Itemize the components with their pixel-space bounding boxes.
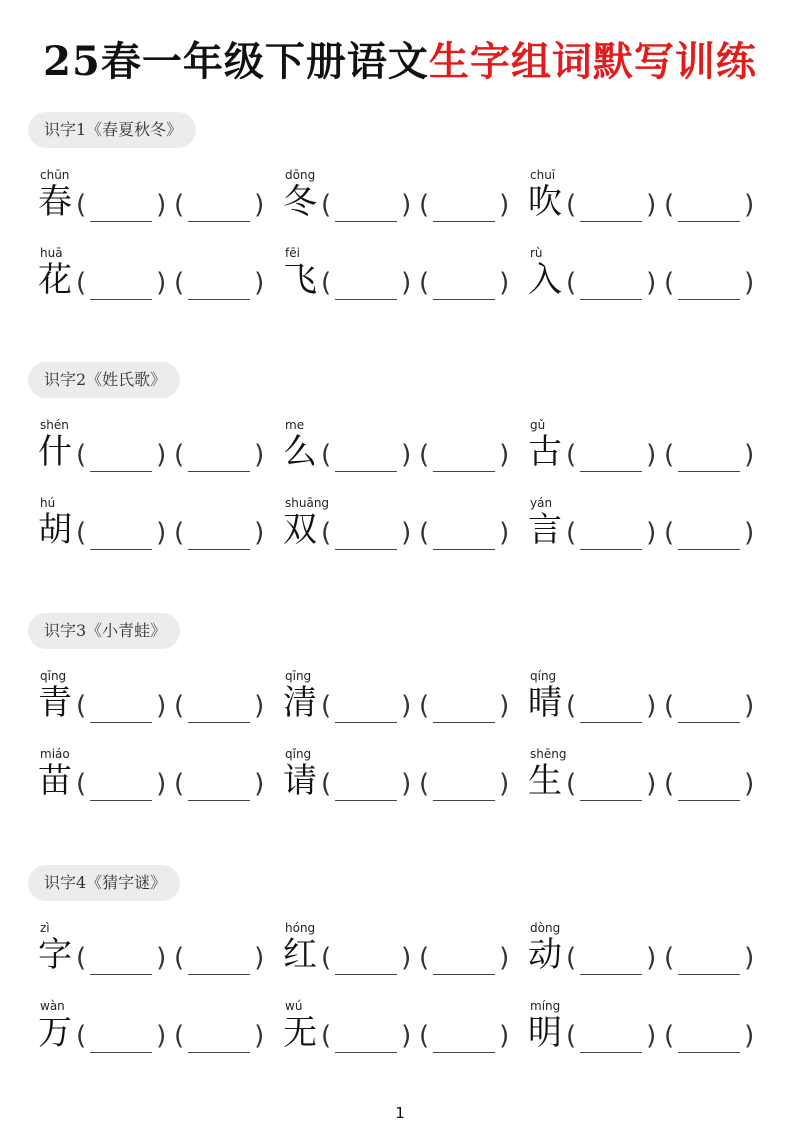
character-row — [0, 168, 800, 228]
character: 飞 — [283, 260, 317, 300]
pinyin: zì — [40, 921, 50, 935]
character-item — [520, 496, 765, 556]
character-item — [520, 921, 765, 981]
word-blank[interactable]: ( ) — [76, 691, 167, 721]
character: 冬 — [283, 182, 317, 222]
word-blank[interactable]: ( ) — [664, 518, 755, 548]
pinyin: gǔ — [530, 418, 546, 432]
word-blank[interactable]: ( ) — [566, 440, 657, 470]
word-blank[interactable]: ( ) — [174, 691, 265, 721]
pinyin: miáo — [40, 747, 70, 761]
character-item — [30, 999, 275, 1059]
pinyin: qīng — [40, 669, 67, 683]
pinyin: rù — [530, 246, 543, 260]
word-blank[interactable]: ( ) — [321, 691, 412, 721]
word-blank[interactable]: ( ) — [76, 190, 167, 220]
character: 晴 — [528, 683, 562, 723]
pinyin: hú — [40, 496, 56, 510]
character-row — [0, 669, 800, 729]
character: 言 — [528, 510, 562, 550]
word-blank[interactable]: ( ) — [76, 268, 167, 298]
character-row — [0, 999, 800, 1059]
character-item — [520, 246, 765, 306]
character-item — [275, 669, 520, 729]
word-blank[interactable]: ( ) — [321, 440, 412, 470]
character-item — [275, 921, 520, 981]
title-black: 25春一年级下册语文 — [43, 38, 429, 85]
page-number: 1 — [395, 1104, 405, 1122]
pinyin: shuāng — [285, 496, 330, 510]
word-blank[interactable]: ( ) — [321, 190, 412, 220]
character: 万 — [38, 1013, 72, 1053]
word-blank[interactable]: ( ) — [419, 1021, 510, 1051]
character-item — [275, 747, 520, 807]
word-blank[interactable]: ( ) — [566, 943, 657, 973]
word-blank[interactable]: ( ) — [566, 1021, 657, 1051]
character-item — [520, 747, 765, 807]
word-blank[interactable]: ( ) — [174, 943, 265, 973]
word-blank[interactable]: ( ) — [174, 1021, 265, 1051]
character-item — [520, 999, 765, 1059]
character-item — [520, 418, 765, 478]
character: 花 — [38, 260, 72, 300]
word-blank[interactable]: ( ) — [566, 691, 657, 721]
word-blank[interactable]: ( ) — [321, 268, 412, 298]
character-row — [0, 747, 800, 807]
character-item — [275, 168, 520, 228]
character: 动 — [528, 935, 562, 975]
character: 明 — [528, 1013, 562, 1053]
word-blank[interactable]: ( ) — [321, 1021, 412, 1051]
pinyin: shén — [40, 418, 69, 432]
lesson-label: 识字2《姓氏歌》 — [28, 362, 180, 398]
pinyin: dōng — [285, 168, 316, 182]
word-blank[interactable]: ( ) — [566, 190, 657, 220]
character: 无 — [283, 1013, 317, 1053]
character: 清 — [283, 683, 317, 723]
pinyin: hóng — [285, 921, 316, 935]
word-blank[interactable]: ( ) — [664, 440, 755, 470]
word-blank[interactable]: ( ) — [664, 268, 755, 298]
character-item — [30, 921, 275, 981]
word-blank[interactable]: ( ) — [419, 691, 510, 721]
character: 吹 — [528, 182, 562, 222]
word-blank[interactable]: ( ) — [174, 440, 265, 470]
word-blank[interactable]: ( ) — [566, 268, 657, 298]
word-blank[interactable]: ( ) — [76, 440, 167, 470]
word-blank[interactable]: ( ) — [664, 691, 755, 721]
character-row — [0, 246, 800, 306]
character-item — [30, 418, 275, 478]
word-blank[interactable]: ( ) — [174, 769, 265, 799]
character: 生 — [528, 761, 562, 801]
word-blank[interactable]: ( ) — [76, 1021, 167, 1051]
word-blank[interactable]: ( ) — [419, 769, 510, 799]
word-blank[interactable]: ( ) — [664, 190, 755, 220]
word-blank[interactable]: ( ) — [664, 1021, 755, 1051]
pinyin: huā — [40, 246, 63, 260]
character: 入 — [528, 260, 562, 300]
character-item — [275, 418, 520, 478]
character: 青 — [38, 683, 72, 723]
character-item — [30, 747, 275, 807]
character-item — [520, 168, 765, 228]
character: 胡 — [38, 510, 72, 550]
pinyin: míng — [530, 999, 561, 1013]
character-item — [30, 246, 275, 306]
word-blank[interactable]: ( ) — [321, 943, 412, 973]
word-blank[interactable]: ( ) — [419, 190, 510, 220]
character-item — [30, 496, 275, 556]
character-item — [275, 246, 520, 306]
character: 请 — [283, 761, 317, 801]
word-blank[interactable]: ( ) — [174, 268, 265, 298]
character-row — [0, 496, 800, 556]
character-item — [30, 168, 275, 228]
word-blank[interactable]: ( ) — [419, 440, 510, 470]
word-blank[interactable]: ( ) — [76, 518, 167, 548]
word-blank[interactable]: ( ) — [566, 518, 657, 548]
character-row — [0, 921, 800, 981]
character-item — [275, 496, 520, 556]
pinyin: dòng — [530, 921, 561, 935]
character: 苗 — [38, 761, 72, 801]
character: 红 — [283, 935, 317, 975]
character: 什 — [38, 432, 72, 472]
character-item — [275, 999, 520, 1059]
pinyin: yán — [530, 496, 553, 510]
pinyin: qīng — [285, 669, 312, 683]
page-title — [0, 30, 800, 87]
word-blank[interactable]: ( ) — [174, 518, 265, 548]
lesson-label: 识字3《小青蛙》 — [28, 613, 180, 649]
character: 字 — [38, 935, 72, 975]
word-blank[interactable]: ( ) — [664, 769, 755, 799]
word-blank[interactable]: ( ) — [174, 190, 265, 220]
word-blank[interactable]: ( ) — [321, 769, 412, 799]
character-row — [0, 418, 800, 478]
pinyin: chuī — [530, 168, 556, 182]
pinyin: qǐng — [285, 747, 312, 761]
word-blank[interactable]: ( ) — [419, 943, 510, 973]
pinyin: shēng — [530, 747, 567, 761]
pinyin: wú — [285, 999, 303, 1013]
pinyin: fēi — [285, 246, 300, 260]
character: 么 — [283, 432, 317, 472]
lesson-label: 识字4《猜字谜》 — [28, 865, 180, 901]
word-blank[interactable]: ( ) — [664, 943, 755, 973]
word-blank[interactable]: ( ) — [419, 518, 510, 548]
pinyin: chūn — [40, 168, 70, 182]
character-item — [520, 669, 765, 729]
character-item — [30, 669, 275, 729]
word-blank[interactable]: ( ) — [76, 769, 167, 799]
word-blank[interactable]: ( ) — [321, 518, 412, 548]
word-blank[interactable]: ( ) — [76, 943, 167, 973]
pinyin: wàn — [40, 999, 65, 1013]
word-blank[interactable]: ( ) — [566, 769, 657, 799]
lesson-label: 识字1《春夏秋冬》 — [28, 112, 196, 148]
character: 春 — [38, 182, 72, 222]
character: 双 — [283, 510, 317, 550]
pinyin: qíng — [530, 669, 557, 683]
pinyin: me — [285, 418, 305, 432]
character: 古 — [528, 432, 562, 472]
title-red: 生字组词默写训练 — [428, 38, 757, 85]
word-blank[interactable]: ( ) — [419, 268, 510, 298]
